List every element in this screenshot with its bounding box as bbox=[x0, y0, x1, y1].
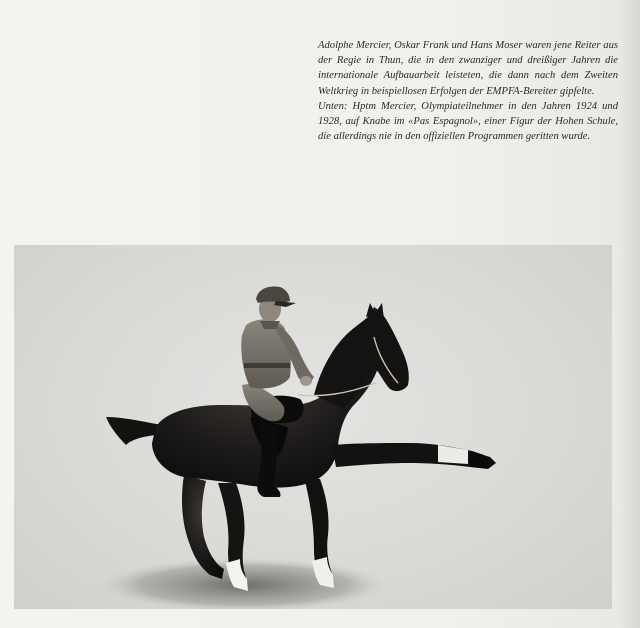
caption-text-block bbox=[318, 38, 618, 144]
photo-illustration bbox=[14, 245, 612, 609]
rider-belt bbox=[244, 363, 290, 368]
caption-paragraph-intro: Adolphe Mercier, Oskar Frank und Hans Moser waren jene Reiter aus der Regie in Thun, die in den zwanziger und dreißiger Jahren die internationale Aufbauarbeit leisteten, die dann nach dem Zweiten Weltkrieg in beispiellosen Erfolgen der EMPFA-Bereiter gipfelte. bbox=[318, 40, 618, 97]
raised-leg-bandage bbox=[438, 445, 468, 464]
rider-hand bbox=[300, 376, 312, 386]
rider-cap bbox=[256, 287, 290, 304]
raised-hoof bbox=[470, 451, 496, 469]
caption-paragraph-below: Unten: Hptm Mercier, Olympiateilnehmer in den Jahren 1924 und 1928, auf Knabe im «Pas Espagnol», einer Figur der Hohen Schule, die allerdings nie in den offiziellen Programmen geritten wurde. bbox=[318, 100, 618, 143]
page-edge-shadow bbox=[618, 0, 640, 628]
photograph-rider-horse bbox=[14, 245, 612, 609]
